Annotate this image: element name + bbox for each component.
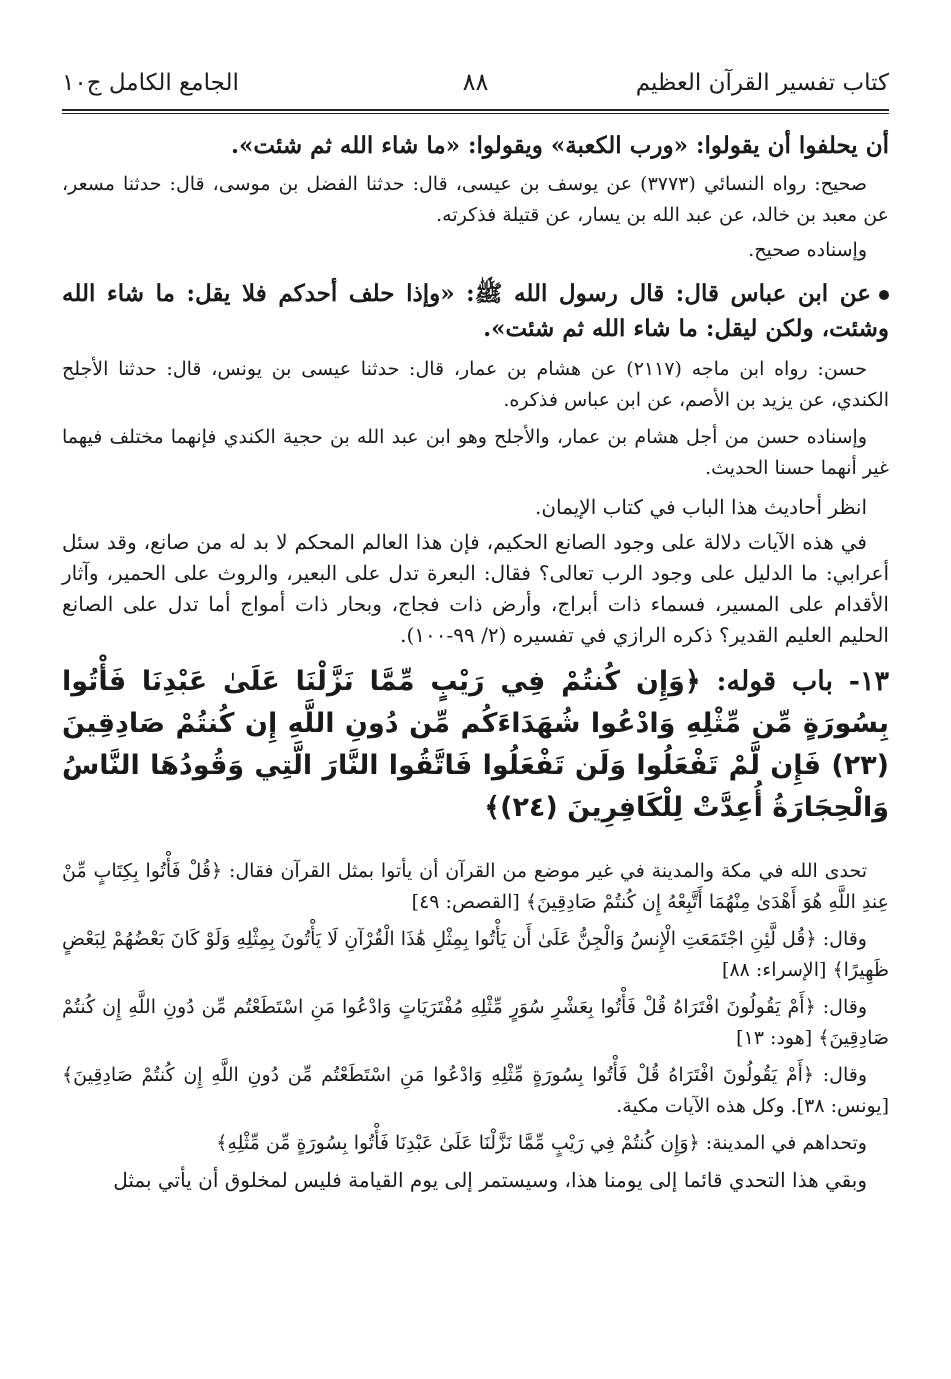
cross-reference: انظر أحاديث هذا الباب في كتاب الإيمان. [535,495,867,519]
commentary-creator: في هذه الآيات دلالة على وجود الصانع الحكيم، فإن هذا العالم المحكم لا بد له من صانع، وقد سئل أعرابي: ما الدليل على وجود الرب تعالى؟ فقال: البعرة تدل على البعير، والروث على الحمير، وآثار الأقدام على المسير، فسماء ذات أبراج، وأرض ذات فجاج، وبحار ذات أمواج أما تدل على الصانع الحليم العليم القدير؟ ذكره الرازي في تفسيره (٢/ ٩٩-١٠٠). [62,530,889,647]
chapter-verse: ﴿وَإِن كُنتُمْ فِي رَيْبٍ مِّمَّا نَزَّلْنَا عَلَىٰ عَبْدِنَا فَأْتُوا بِسُورَةٍ مِّن مِّثْلِهِ وَادْعُوا شُهَدَاءَكُم مِّن دُونِ اللَّهِ إِن كُنتُمْ صَادِقِينَ (٢٣) فَإِن لَّمْ تَفْعَلُوا وَلَن تَفْعَلُوا فَاتَّقُوا النَّارَ الَّتِي وَقُودُهَا النَّاسُ وَالْحِجَارَةُ أُعِدَّتْ لِلْكَافِرِينَ (٢٤)﴾ [62,666,889,823]
chapter-label: ١٣- باب قوله: [716,666,889,697]
challenge-hud: وقال: ﴿أَمْ يَقُولُونَ افْتَرَاهُ قُلْ فَأْتُوا بِعَشْرِ سُوَرٍ مِّثْلِهِ مُفْتَرَيَاتٍ وَادْعُوا مَنِ اسْتَطَعْتُم مِّن دُونِ اللَّهِ إِن كُنتُمْ صَادِقِينَ﴾ [هود: ١٣] [62,996,889,1049]
paragraph-oath: أن يحلفوا أن يقولوا: «ورب الكعبة» ويقولوا: «ما شاء الله ثم شئت». [230,132,889,159]
hadith-grading-ibn-majah: حسن: رواه ابن ماجه (٢١١٧) عن هشام بن عمار، قال: حدثنا عيسى بن يونس، قال: حدثنا الأجلح الكندي، عن يزيد بن الأصم، عن ابن عباس فذكره. [62,358,889,411]
challenge-continues: وبقي هذا التحدي قائما إلى يومنا هذا، وسيستمر إلى يوم القيامة فليس لمخلوق أن يأتي بمثل [113,1168,867,1192]
chapter-heading [62,661,889,829]
challenge-madina: وتحداهم في المدينة: ﴿وَإِن كُنتُمْ فِي رَيْبٍ مِّمَّا نَزَّلْنَا عَلَىٰ عَبْدِنَا فَأْتُوا بِسُورَةٍ مِّن مِّثْلِهِ﴾ [216,1132,867,1154]
isnad-note-2: وإسناده حسن من أجل هشام بن عمار، والأجلح وهو ابن عبد الله بن حجية الكندي فإنهما مختلف فيهما غير أنهما حسنا الحديث. [62,426,889,479]
book-title: كتاب تفسير القرآن العظيم [635,70,889,96]
hadith-ibn-abbas [62,276,889,346]
page-body [62,128,889,1359]
bullet-icon [879,290,889,300]
hadith-ibn-abbas-text: عن ابن عباس قال: قال رسول الله ﷺ: «وإذا حلف أحدكم فلا يقل: ما شاء الله وشئت، ولكن ليقل: ما شاء الله ثم شئت». [62,280,889,342]
challenge-isra: وقال: ﴿قُل لَّئِنِ اجْتَمَعَتِ الْإِنسُ وَالْجِنُّ عَلَىٰ أَن يَأْتُوا بِمِثْلِ هَٰذَا الْقُرْآنِ لَا يَأْتُونَ بِمِثْلِهِ وَلَوْ كَانَ بَعْضُهُمْ لِبَعْضٍ ظَهِيرًا﴾ [الإسراء: ٨٨] [62,928,889,981]
challenge-yunus: وقال: ﴿أَمْ يَقُولُونَ افْتَرَاهُ قُلْ فَأْتُوا بِسُورَةٍ مِّثْلِهِ وَادْعُوا مَنِ اسْتَطَعْتُم مِّن دُونِ اللَّهِ إِن كُنتُمْ صَادِقِينَ﴾ [يونس: ٣٨]. وكل هذه الآيات مكية. [62,1064,889,1117]
volume-title: الجامع الكامل ج١٠ [62,70,239,96]
hadith-grading-nasai: صحيح: رواه النسائي (٣٧٧٣) عن يوسف بن عيسى، قال: حدثنا الفضل بن موسى، قال: حدثنا مسعر، عن معبد بن خالد، عن عبد الله بن يسار، عن قتيلة فذكرته. [62,173,889,226]
page-number: ٨٨ [462,68,489,96]
challenge-intro: تحدى الله في مكة والمدينة في غير موضع من القرآن أن يأتوا بمثل القرآن فقال: ﴿قُلْ فَأْتُوا بِكِتَابٍ مِّنْ عِندِ اللَّهِ هُوَ أَهْدَىٰ مِنْهُمَا أَتَّبِعْهُ إِن كُنتُمْ صَادِقِينَ﴾ [القصص: ٤٩] [62,860,889,913]
page-header [62,62,889,102]
header-rule [62,109,889,114]
isnad-note-1: وإسناده صحيح. [748,239,867,261]
